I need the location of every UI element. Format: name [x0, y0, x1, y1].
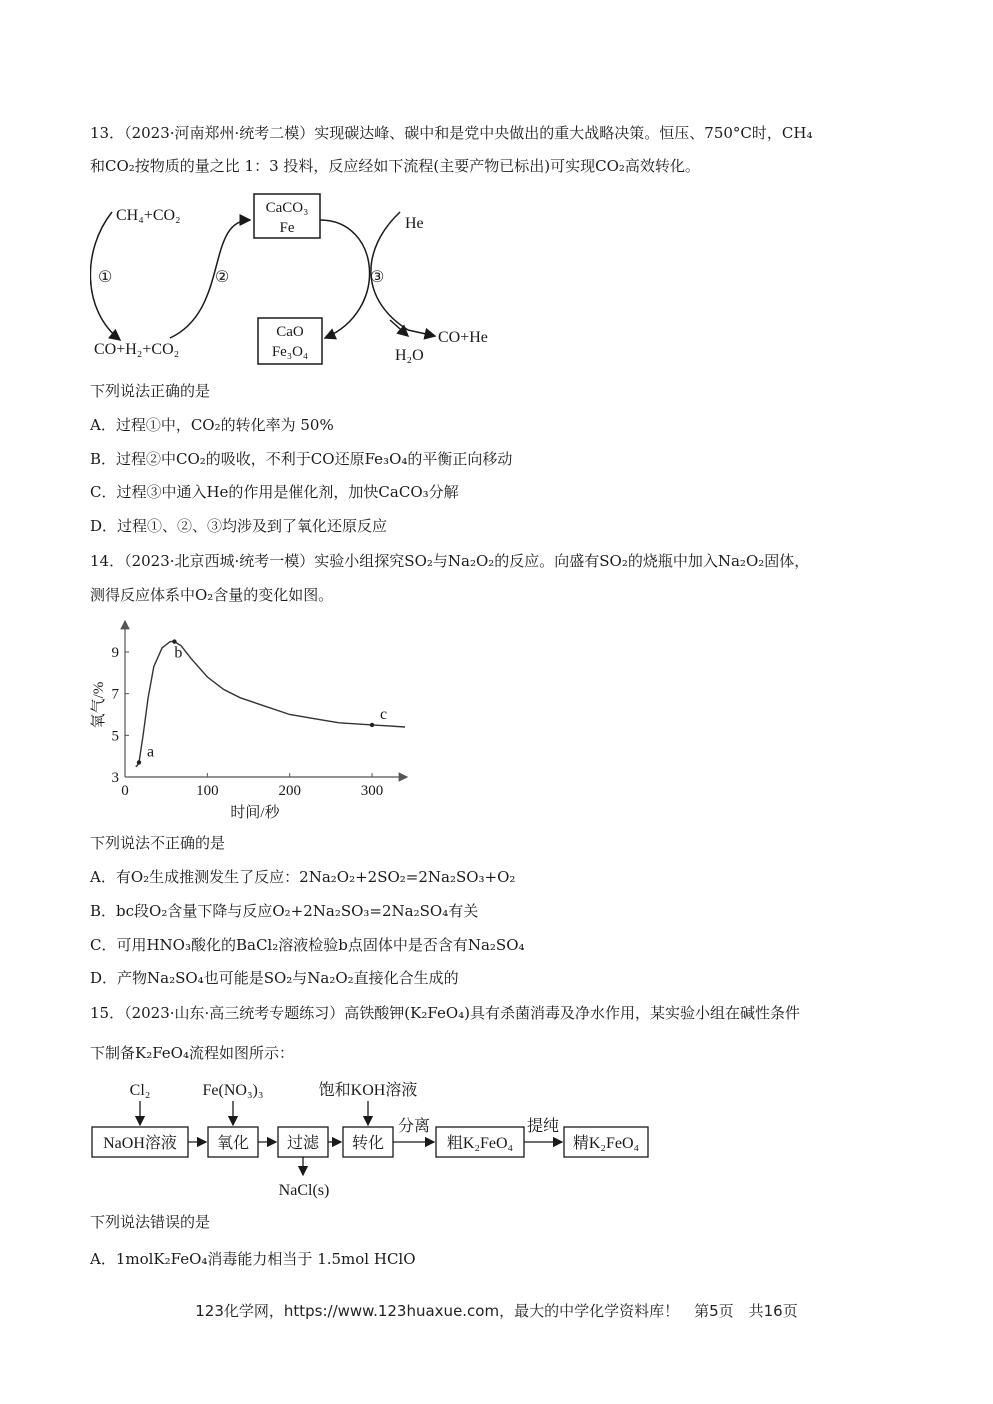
oxygen-chart	[85, 615, 425, 825]
step2-left-arrow	[170, 220, 250, 338]
nacl-output: NaCl(s)	[278, 1182, 330, 1199]
step2-right-arrow	[320, 220, 370, 338]
svg-text:NaOH溶液: NaOH溶液	[103, 1135, 177, 1152]
step1-label: ①	[98, 269, 113, 286]
point-label-c: c	[380, 705, 388, 723]
separation-label: 分离	[397, 1118, 431, 1135]
q13-line1: 13．（2023·河南郑州·统考二模）实现碳达峰、碳中和是党中央做出的重大战略决策。恒压、750°C时，CH₄	[90, 124, 813, 142]
he-label: He	[405, 215, 424, 232]
x-tick-label: 0	[121, 783, 129, 799]
reactants-label: CH₄+CO₂	[116, 207, 181, 224]
x-axis-label: 时间/秒	[230, 805, 280, 821]
q14-option-b: B．bc段O₂含量下降与反应O₂+2Na₂SO₃=2Na₂SO₄有关	[90, 902, 479, 920]
svg-text:CaCO₃: CaCO₃	[265, 200, 309, 216]
point-label-a: a	[147, 743, 155, 761]
y-tick-label: 9	[111, 645, 119, 661]
q15-stem: 下列说法错误的是	[90, 1213, 211, 1231]
x-tick-label: 100	[196, 783, 219, 799]
q14-stem: 下列说法不正确的是	[90, 834, 226, 852]
svg-text:Fe: Fe	[279, 220, 295, 236]
q15-option-a: A．1molK₂FeO₄消毒能力相当于 1.5mol HClO	[90, 1250, 416, 1268]
q13-option-b: B．过程②中CO₂的吸收，不利于CO还原Fe₃O₄的平衡正向移动	[90, 450, 513, 468]
q13-reaction-diagram	[90, 190, 510, 370]
water-label: H₂O	[395, 347, 424, 364]
page-footer: 123化学网，https://www.123huaxue.com，最大的中学化学资料库！ 第5页 共16页	[195, 1302, 798, 1320]
step3-label: ③	[370, 269, 385, 286]
q15-flow-diagram	[88, 1073, 658, 1203]
q15-line1: 15．（2023·山东·高三统考专题练习）高铁酸钾(K₂FeO₄)具有杀菌消毒及净水作用，某实验小组在碱性条件	[90, 1004, 800, 1022]
point-a	[137, 760, 141, 764]
point-c	[370, 723, 374, 727]
svg-text:氧化: 氧化	[216, 1135, 250, 1152]
point-label-b: b	[174, 644, 183, 662]
product-label: CO+He	[438, 329, 488, 346]
step2-label: ②	[215, 269, 230, 286]
svg-text:Fe₃O₄: Fe₃O₄	[271, 344, 309, 360]
y-tick-label: 3	[111, 770, 119, 786]
x-tick-label: 200	[278, 783, 301, 799]
q15-line2: 下制备K₂FeO₄流程如图所示：	[90, 1044, 294, 1062]
y-tick-label: 5	[111, 728, 119, 745]
q13-option-a: A．过程①中，CO₂的转化率为 50%	[90, 416, 334, 434]
svg-text:过滤: 过滤	[286, 1135, 320, 1152]
q14-line1: 14．（2023·北京西城·统考一模）实验小组探究SO₂与Na₂O₂的反应。向盛有SO₂的烧瓶中加入Na₂O₂固体，	[90, 552, 810, 570]
svg-text:粗K₂FeO₄: 粗K₂FeO₄	[446, 1135, 514, 1152]
y-axis-label: 氧气/%	[91, 681, 107, 729]
koh-input: 饱和KOH溶液	[318, 1082, 418, 1099]
intermediate-label: CO+H₂+CO₂	[94, 341, 180, 358]
q13-option-c: C．过程③中通入He的作用是催化剂，加快CaCO₃分解	[90, 483, 459, 501]
x-tick-label: 300	[360, 783, 384, 799]
fe-nitrate-input: Fe(NO₃)₃	[202, 1082, 264, 1099]
y-tick-label: 7	[111, 686, 119, 703]
svg-text:精K₂FeO₄: 精K₂FeO₄	[572, 1135, 640, 1152]
q14-line2: 测得反应体系中O₂含量的变化如图。	[90, 586, 334, 604]
q13-option-d: D．过程①、②、③均涉及到了氧化还原反应	[90, 517, 388, 535]
purification-label: 提纯	[526, 1118, 560, 1135]
q13-line2: 和CO₂按物质的量之比 1：3 投料，反应经如下流程(主要产物已标出)可实现CO₂高效转化。	[90, 157, 700, 175]
svg-text:转化: 转化	[351, 1135, 385, 1152]
cl2-input: Cl₂	[129, 1082, 151, 1099]
q14-option-a: A．有O₂生成推测发生了反应：2Na₂O₂+2SO₂=2Na₂SO₃+O₂	[90, 868, 516, 886]
point-b	[172, 639, 176, 643]
q14-option-c: C．可用HNO₃酸化的BaCl₂溶液检验b点固体中是否含有Na₂SO₄	[90, 936, 525, 954]
q14-option-d: D．产物Na₂SO₄也可能是SO₂与Na₂O₂直接化合生成的	[90, 969, 459, 987]
q13-stem: 下列说法正确的是	[90, 382, 211, 400]
svg-text:CaO: CaO	[276, 324, 304, 340]
